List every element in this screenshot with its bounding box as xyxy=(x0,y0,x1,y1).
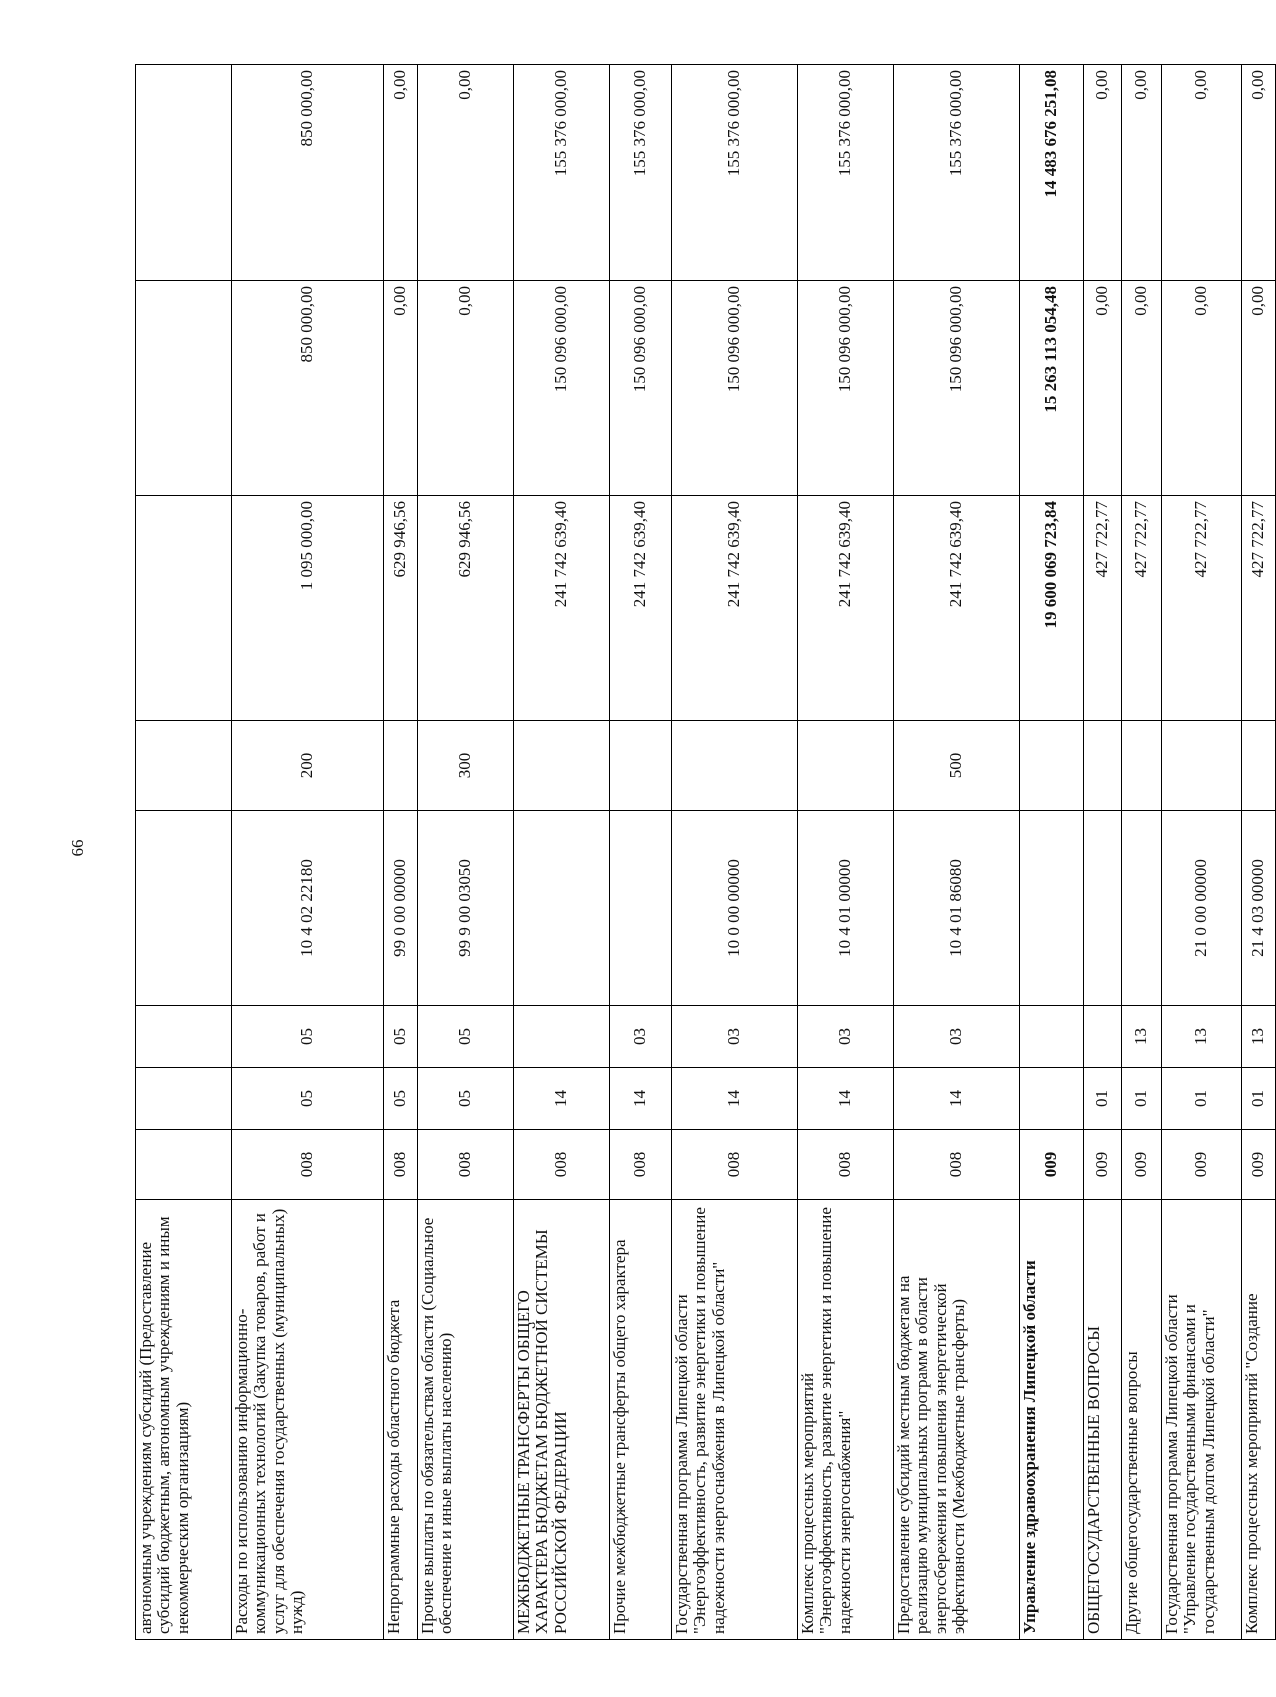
row-name: Прочие выплаты по обязательствам области (Социальное обеспечение и иные выплаты населению) xyxy=(418,1200,514,1640)
row-name: Комплекс процессных мероприятий "Энергоэффективность, развитие энергетики и повышение надежности энергоснабжения" xyxy=(798,1200,894,1640)
row-amount-1: 241 742 639,40 xyxy=(798,496,894,721)
row-amount-2: 0,00 xyxy=(1122,281,1162,496)
row-razdel: 01 xyxy=(1162,1068,1242,1130)
row-amount-1: 241 742 639,40 xyxy=(610,496,672,721)
row-expense-type xyxy=(798,721,894,811)
row-expense-type: 200 xyxy=(232,721,384,811)
row-amount-3: 155 376 000,00 xyxy=(672,65,798,281)
row-amount-3: 0,00 xyxy=(1162,65,1242,281)
row-name: автономным учреждениям субсидий (Предоставление субсидий бюджетным, автономным учреждениям и иным некоммерческим организациям) xyxy=(136,1200,232,1640)
row-amount-1: 427 722,77 xyxy=(1242,496,1276,721)
row-podrazdel: 03 xyxy=(894,1006,1020,1068)
row-amount-2: 150 096 000,00 xyxy=(672,281,798,496)
row-name: Государственная программа Липецкой области "Управление государственными финансами и государственным долгом Липецкой области" xyxy=(1162,1200,1242,1640)
row-target-article: 10 4 02 22180 xyxy=(232,811,384,1006)
row-target-article xyxy=(1122,811,1162,1006)
table-row xyxy=(1122,65,1162,1640)
row-amount-3: 155 376 000,00 xyxy=(514,65,610,281)
row-target-article: 21 4 03 00000 xyxy=(1242,811,1276,1006)
row-vedomstvo: 009 xyxy=(1162,1130,1242,1200)
row-razdel: 05 xyxy=(418,1068,514,1130)
row-target-article: 21 0 00 00000 xyxy=(1162,811,1242,1006)
row-vedomstvo: 008 xyxy=(610,1130,672,1200)
row-target-article: 99 9 00 03050 xyxy=(418,811,514,1006)
row-razdel: 01 xyxy=(1084,1068,1122,1130)
row-podrazdel xyxy=(136,1006,232,1068)
table-row xyxy=(894,65,1020,1640)
row-razdel xyxy=(136,1068,232,1130)
row-vedomstvo: 008 xyxy=(672,1130,798,1200)
table-row xyxy=(672,65,798,1640)
row-target-article xyxy=(1020,811,1084,1006)
rotated-table-area xyxy=(135,65,1268,1640)
page-number: 66 xyxy=(68,839,87,857)
row-amount-3: 155 376 000,00 xyxy=(798,65,894,281)
row-name: Расходы по использованию информационно-коммуникационных технологий (Закупка товаров, работ и услуг для обеспечения государственных (муниципальных) нужд) xyxy=(232,1200,384,1640)
row-amount-3: 0,00 xyxy=(384,65,418,281)
row-amount-1: 427 722,77 xyxy=(1162,496,1242,721)
row-target-article xyxy=(136,811,232,1006)
row-vedomstvo: 009 xyxy=(1084,1130,1122,1200)
row-amount-3: 0,00 xyxy=(418,65,514,281)
row-expense-type: 300 xyxy=(418,721,514,811)
row-amount-1: 241 742 639,40 xyxy=(514,496,610,721)
row-amount-1: 629 946,56 xyxy=(384,496,418,721)
row-amount-2: 150 096 000,00 xyxy=(798,281,894,496)
row-expense-type xyxy=(1162,721,1242,811)
row-razdel: 05 xyxy=(384,1068,418,1130)
row-razdel: 14 xyxy=(798,1068,894,1130)
row-expense-type xyxy=(514,721,610,811)
row-amount-3 xyxy=(136,65,232,281)
row-razdel xyxy=(1020,1068,1084,1130)
row-amount-1: 427 722,77 xyxy=(1084,496,1122,721)
row-podrazdel: 13 xyxy=(1242,1006,1276,1068)
row-podrazdel xyxy=(1084,1006,1122,1068)
row-expense-type xyxy=(610,721,672,811)
row-amount-2: 150 096 000,00 xyxy=(610,281,672,496)
row-name: ОБЩЕГОСУДАРСТВЕННЫЕ ВОПРОСЫ xyxy=(1084,1200,1122,1640)
table-row xyxy=(418,65,514,1640)
row-amount-3: 0,00 xyxy=(1122,65,1162,281)
row-podrazdel: 03 xyxy=(798,1006,894,1068)
budget-table xyxy=(135,64,1276,1640)
table-row xyxy=(1020,65,1084,1640)
row-target-article xyxy=(610,811,672,1006)
row-vedomstvo: 009 xyxy=(1020,1130,1084,1200)
table-row xyxy=(232,65,384,1640)
row-amount-3: 0,00 xyxy=(1084,65,1122,281)
row-name: Прочие межбюджетные трансферты общего характера xyxy=(610,1200,672,1640)
row-vedomstvo: 009 xyxy=(1242,1130,1276,1200)
row-vedomstvo: 008 xyxy=(384,1130,418,1200)
row-name: Предоставление субсидий местным бюджетам на реализацию муниципальных программ в области энергосбережения и повышения энергетической эффективности (Межбюджетные трансферты) xyxy=(894,1200,1020,1640)
row-podrazdel: 05 xyxy=(384,1006,418,1068)
row-amount-2: 0,00 xyxy=(1084,281,1122,496)
row-amount-1 xyxy=(136,496,232,721)
row-podrazdel: 05 xyxy=(418,1006,514,1068)
row-amount-2: 0,00 xyxy=(418,281,514,496)
row-name: Другие общегосударственные вопросы xyxy=(1122,1200,1162,1640)
row-razdel: 01 xyxy=(1122,1068,1162,1130)
row-amount-1: 241 742 639,40 xyxy=(672,496,798,721)
row-amount-1: 19 600 069 723,84 xyxy=(1020,496,1084,721)
row-podrazdel: 13 xyxy=(1122,1006,1162,1068)
row-name: МЕЖБЮДЖЕТНЫЕ ТРАНСФЕРТЫ ОБЩЕГО ХАРАКТЕРА БЮДЖЕТАМ БЮДЖЕТНОЙ СИСТЕМЫ РОССИЙСКОЙ ФЕДЕРАЦИИ xyxy=(514,1200,610,1640)
row-amount-2: 150 096 000,00 xyxy=(514,281,610,496)
row-amount-2: 850 000,00 xyxy=(232,281,384,496)
row-amount-1: 629 946,56 xyxy=(418,496,514,721)
table-row xyxy=(798,65,894,1640)
row-target-article: 10 4 01 86080 xyxy=(894,811,1020,1006)
row-podrazdel xyxy=(1020,1006,1084,1068)
row-target-article xyxy=(1084,811,1122,1006)
table-row xyxy=(514,65,610,1640)
row-vedomstvo: 008 xyxy=(894,1130,1020,1200)
row-target-article: 99 0 00 00000 xyxy=(384,811,418,1006)
row-amount-3: 0,00 xyxy=(1242,65,1276,281)
row-razdel: 01 xyxy=(1242,1068,1276,1130)
row-amount-3: 850 000,00 xyxy=(232,65,384,281)
row-name: Непрограммные расходы областного бюджета xyxy=(384,1200,418,1640)
row-vedomstvo: 008 xyxy=(514,1130,610,1200)
row-razdel: 14 xyxy=(894,1068,1020,1130)
row-expense-type xyxy=(1242,721,1276,811)
row-podrazdel: 03 xyxy=(610,1006,672,1068)
row-target-article: 10 0 00 00000 xyxy=(672,811,798,1006)
row-vedomstvo: 008 xyxy=(798,1130,894,1200)
row-expense-type xyxy=(672,721,798,811)
row-amount-3: 155 376 000,00 xyxy=(610,65,672,281)
row-name: Управление здравоохранения Липецкой области xyxy=(1020,1200,1084,1640)
row-name: Государственная программа Липецкой области "Энергоэффективность, развитие энергетики и повышение надежности энергоснабжения в Липецкой области" xyxy=(672,1200,798,1640)
table-row xyxy=(610,65,672,1640)
row-name: Комплекс процессных мероприятий "Создание xyxy=(1242,1200,1276,1640)
row-amount-2: 0,00 xyxy=(1242,281,1276,496)
row-amount-2: 15 263 113 054,48 xyxy=(1020,281,1084,496)
row-podrazdel: 13 xyxy=(1162,1006,1242,1068)
row-razdel: 14 xyxy=(610,1068,672,1130)
row-amount-2: 150 096 000,00 xyxy=(894,281,1020,496)
row-amount-1: 427 722,77 xyxy=(1122,496,1162,721)
table-row xyxy=(1162,65,1242,1640)
row-razdel: 14 xyxy=(672,1068,798,1130)
row-target-article: 10 4 01 00000 xyxy=(798,811,894,1006)
row-expense-type: 500 xyxy=(894,721,1020,811)
table-row xyxy=(1084,65,1122,1640)
row-razdel: 14 xyxy=(514,1068,610,1130)
row-podrazdel: 03 xyxy=(672,1006,798,1068)
row-amount-3: 155 376 000,00 xyxy=(894,65,1020,281)
row-expense-type xyxy=(1084,721,1122,811)
row-expense-type xyxy=(1122,721,1162,811)
row-amount-3: 14 483 676 251,08 xyxy=(1020,65,1084,281)
row-podrazdel xyxy=(514,1006,610,1068)
row-amount-2: 0,00 xyxy=(1162,281,1242,496)
row-expense-type xyxy=(136,721,232,811)
row-razdel: 05 xyxy=(232,1068,384,1130)
row-amount-2: 0,00 xyxy=(384,281,418,496)
row-vedomstvo: 009 xyxy=(1122,1130,1162,1200)
row-podrazdel: 05 xyxy=(232,1006,384,1068)
table-row xyxy=(384,65,418,1640)
row-target-article xyxy=(514,811,610,1006)
row-vedomstvo: 008 xyxy=(232,1130,384,1200)
row-amount-1: 1 095 000,00 xyxy=(232,496,384,721)
row-expense-type xyxy=(384,721,418,811)
table-row xyxy=(1242,65,1276,1640)
row-vedomstvo: 008 xyxy=(418,1130,514,1200)
row-amount-1: 241 742 639,40 xyxy=(894,496,1020,721)
row-amount-2 xyxy=(136,281,232,496)
row-expense-type xyxy=(1020,721,1084,811)
row-vedomstvo xyxy=(136,1130,232,1200)
table-row xyxy=(136,65,232,1640)
